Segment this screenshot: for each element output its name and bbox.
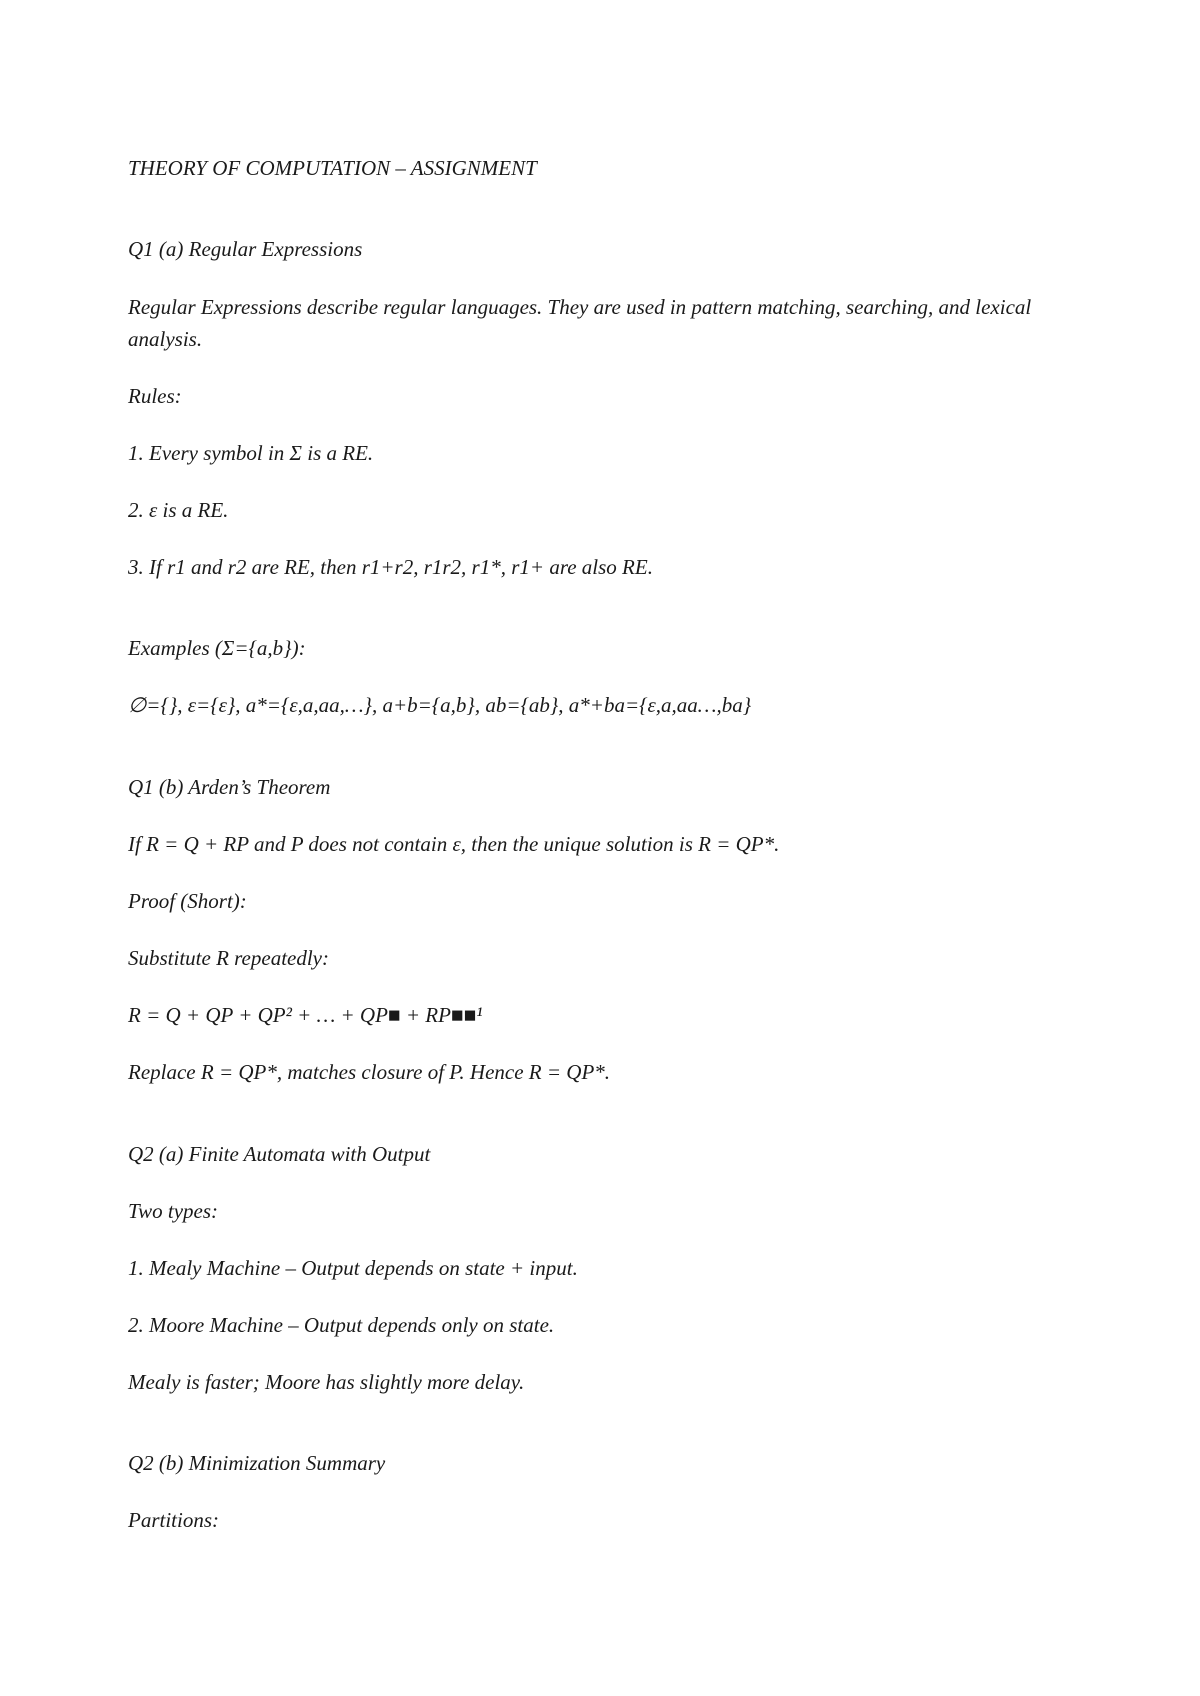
q1b-substitute: Substitute R repeatedly:: [128, 946, 329, 970]
q1a-examples-label: Examples (Σ={a,b}):: [128, 636, 306, 660]
q1a-rules-label: Rules:: [128, 384, 182, 408]
q1a-rule-1: 1. Every symbol in Σ is a RE.: [128, 441, 374, 465]
q2a-types-label: Two types:: [128, 1199, 219, 1223]
q1a-rule-3: 3. If r1 and r2 are RE, then r1+r2, r1r2, r1*, r1+ are also RE.: [128, 555, 653, 579]
document-title: THEORY OF COMPUTATION – ASSIGNMENT: [128, 156, 537, 180]
q1b-expansion: R = Q + QP + QP² + … + QP■ + RP■■¹: [128, 1003, 483, 1027]
q2a-type-1: 1. Mealy Machine – Output depends on state + input.: [128, 1256, 578, 1280]
q1b-heading: Q1 (b) Arden’s Theorem: [128, 775, 331, 799]
q1a-intro: Regular Expressions describe regular languages. They are used in pattern matching, searching, and lexical analysis.: [128, 295, 1032, 351]
q2a-type-2: 2. Moore Machine – Output depends only on state.: [128, 1313, 555, 1337]
q2a-note: Mealy is faster; Moore has slightly more delay.: [128, 1370, 525, 1394]
q2b-partitions-label: Partitions:: [128, 1508, 220, 1532]
q1b-proof-label: Proof (Short):: [128, 889, 247, 913]
q1a-examples: ∅={}, ε={ε}, a*={ε,a,aa,…}, a+b={a,b}, ab={ab}, a*+ba={ε,a,aa…,ba}: [128, 693, 752, 717]
q2a-heading: Q2 (a) Finite Automata with Output: [128, 1142, 431, 1166]
q1a-heading: Q1 (a) Regular Expressions: [128, 237, 363, 261]
q2b-heading: Q2 (b) Minimization Summary: [128, 1451, 386, 1475]
q1b-statement: If R = Q + RP and P does not contain ε, then the unique solution is R = QP*.: [128, 832, 780, 856]
q1b-conclusion: Replace R = QP*, matches closure of P. Hence R = QP*.: [128, 1060, 611, 1084]
q1a-rule-2: 2. ε is a RE.: [128, 498, 229, 522]
